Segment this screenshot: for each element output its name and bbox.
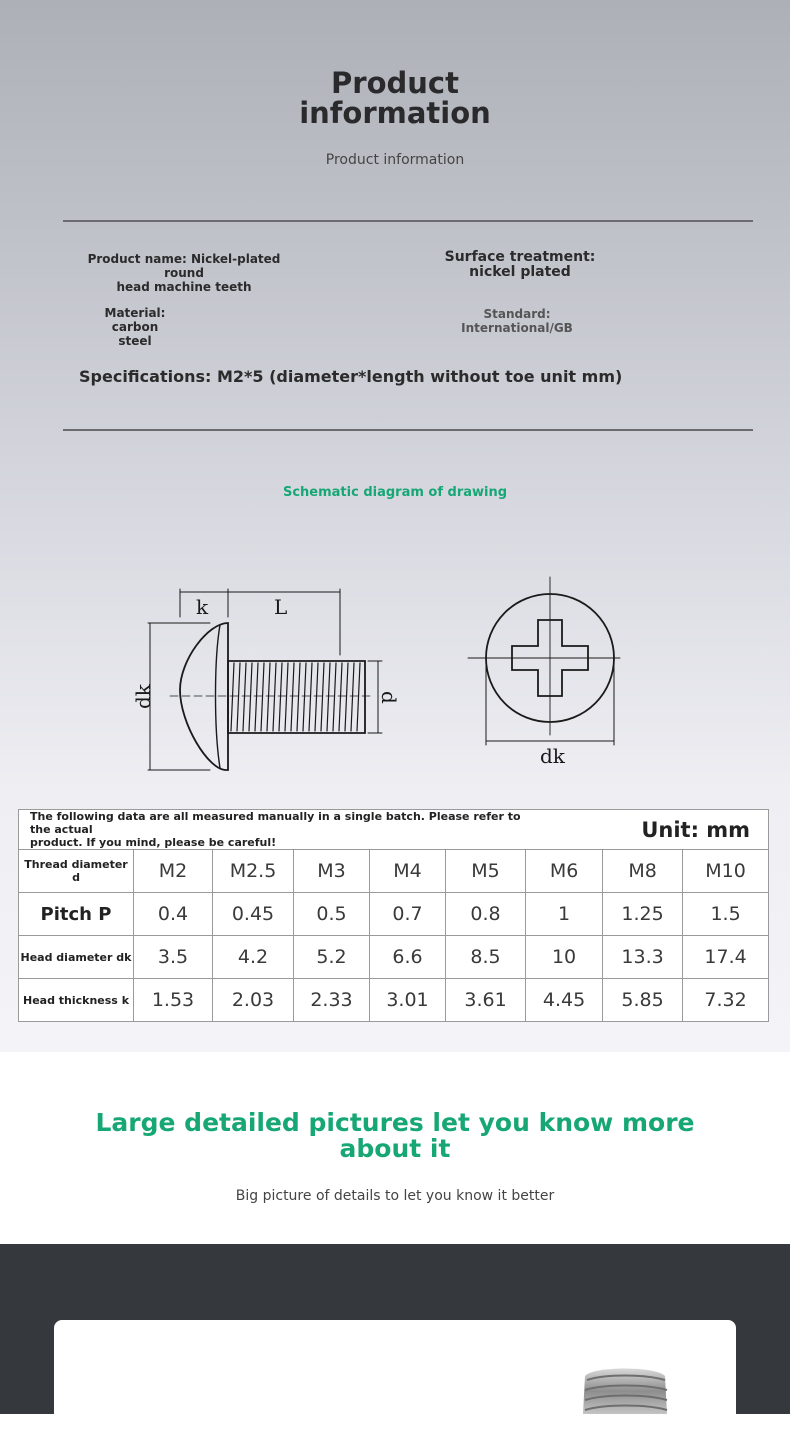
table-cell: 1 <box>526 893 603 936</box>
label-k: k <box>196 595 209 619</box>
title-line-2: information <box>299 96 491 130</box>
table-cell: M10 <box>683 850 769 893</box>
table-cell: 0.4 <box>134 893 213 936</box>
surface-line-2: nickel plated <box>469 264 571 280</box>
table-row <box>19 979 769 1022</box>
product-name-line-2: head machine teeth <box>116 280 252 294</box>
table-cell: M5 <box>446 850 526 893</box>
label-dk-top: dk <box>540 744 565 768</box>
table-note-row <box>19 810 769 850</box>
table-cell: 3.61 <box>446 979 526 1022</box>
table-cell: M8 <box>603 850 683 893</box>
table-cell: 3.01 <box>370 979 446 1022</box>
table-row <box>19 893 769 936</box>
title-line-1: Product <box>331 66 459 100</box>
table-cell: 10 <box>526 936 603 979</box>
row-label-head-diameter: Head diameter dk <box>19 936 134 979</box>
table-cell: 7.32 <box>683 979 769 1022</box>
row-label-head-thickness: Head thickness k <box>19 979 134 1022</box>
page-subtitle: Product information <box>325 152 465 168</box>
table-cell: 1.5 <box>683 893 769 936</box>
thread-lines <box>231 663 360 731</box>
product-name-line-1: Product name: Nickel-plated round <box>87 252 281 280</box>
schematic-title: Schematic diagram of drawing <box>282 485 508 500</box>
table-cell: 0.8 <box>446 893 526 936</box>
material-line-2: steel <box>118 334 152 348</box>
table-cell: 0.5 <box>294 893 370 936</box>
table-cell: 4.2 <box>213 936 294 979</box>
standard-line-1: Standard: <box>483 307 551 321</box>
table-cell: 2.03 <box>213 979 294 1022</box>
table-row <box>19 936 769 979</box>
table-cell: 5.85 <box>603 979 683 1022</box>
screw-schematic-diagram <box>110 565 650 780</box>
row-label-pitch: Pitch P <box>19 893 134 936</box>
table-cell: 17.4 <box>683 936 769 979</box>
label-dk-side: dk <box>131 684 155 709</box>
table-cell: 1.53 <box>134 979 213 1022</box>
material <box>80 306 190 348</box>
details-title-line-1: Large detailed pictures let you know more <box>95 1108 695 1137</box>
table-cell: M2 <box>134 850 213 893</box>
dimension-table-container <box>18 809 768 1022</box>
product-name <box>78 252 290 294</box>
table-cell: 6.6 <box>370 936 446 979</box>
table-cell: 4.45 <box>526 979 603 1022</box>
table-note-line-2: product. If you mind, please be careful! <box>30 836 277 849</box>
specifications: Specifications: M2*5 (diameter*length without toe unit mm) <box>79 367 623 386</box>
table-cell: M6 <box>526 850 603 893</box>
unit-label: Unit: mm <box>526 810 769 850</box>
table-cell: 8.5 <box>446 936 526 979</box>
standard-line-2: International/GB <box>461 321 573 335</box>
standard <box>447 307 587 335</box>
row-label-thread-diameter: Thread diameter d <box>19 850 134 893</box>
table-note <box>19 810 526 850</box>
table-cell: 0.45 <box>213 893 294 936</box>
screw-head-side <box>180 623 228 770</box>
divider-top <box>63 220 753 222</box>
details-title-line-2: about it <box>339 1134 451 1163</box>
label-d: d <box>377 691 401 704</box>
dimension-table <box>18 809 769 1022</box>
material-line-1: Material: carbon <box>104 306 166 334</box>
table-cell: 1.25 <box>603 893 683 936</box>
page-title <box>0 68 790 128</box>
table-cell: 2.33 <box>294 979 370 1022</box>
table-cell: 0.7 <box>370 893 446 936</box>
label-L: L <box>274 595 288 619</box>
surface-line-1: Surface treatment: <box>444 249 596 265</box>
table-cell: 5.2 <box>294 936 370 979</box>
divider-bottom <box>63 429 753 431</box>
table-cell: M2.5 <box>213 850 294 893</box>
surface-treatment <box>435 250 605 280</box>
table-cell: 3.5 <box>134 936 213 979</box>
table-cell: M3 <box>294 850 370 893</box>
screw-photo-image <box>575 1362 675 1414</box>
table-row <box>19 850 769 893</box>
details-title <box>0 1110 790 1162</box>
table-note-line-1: The following data are all measured manually in a single batch. Please refer to the actual <box>30 810 521 836</box>
table-cell: 13.3 <box>603 936 683 979</box>
table-cell: M4 <box>370 850 446 893</box>
details-subtitle: Big picture of details to let you know it better <box>235 1188 555 1204</box>
